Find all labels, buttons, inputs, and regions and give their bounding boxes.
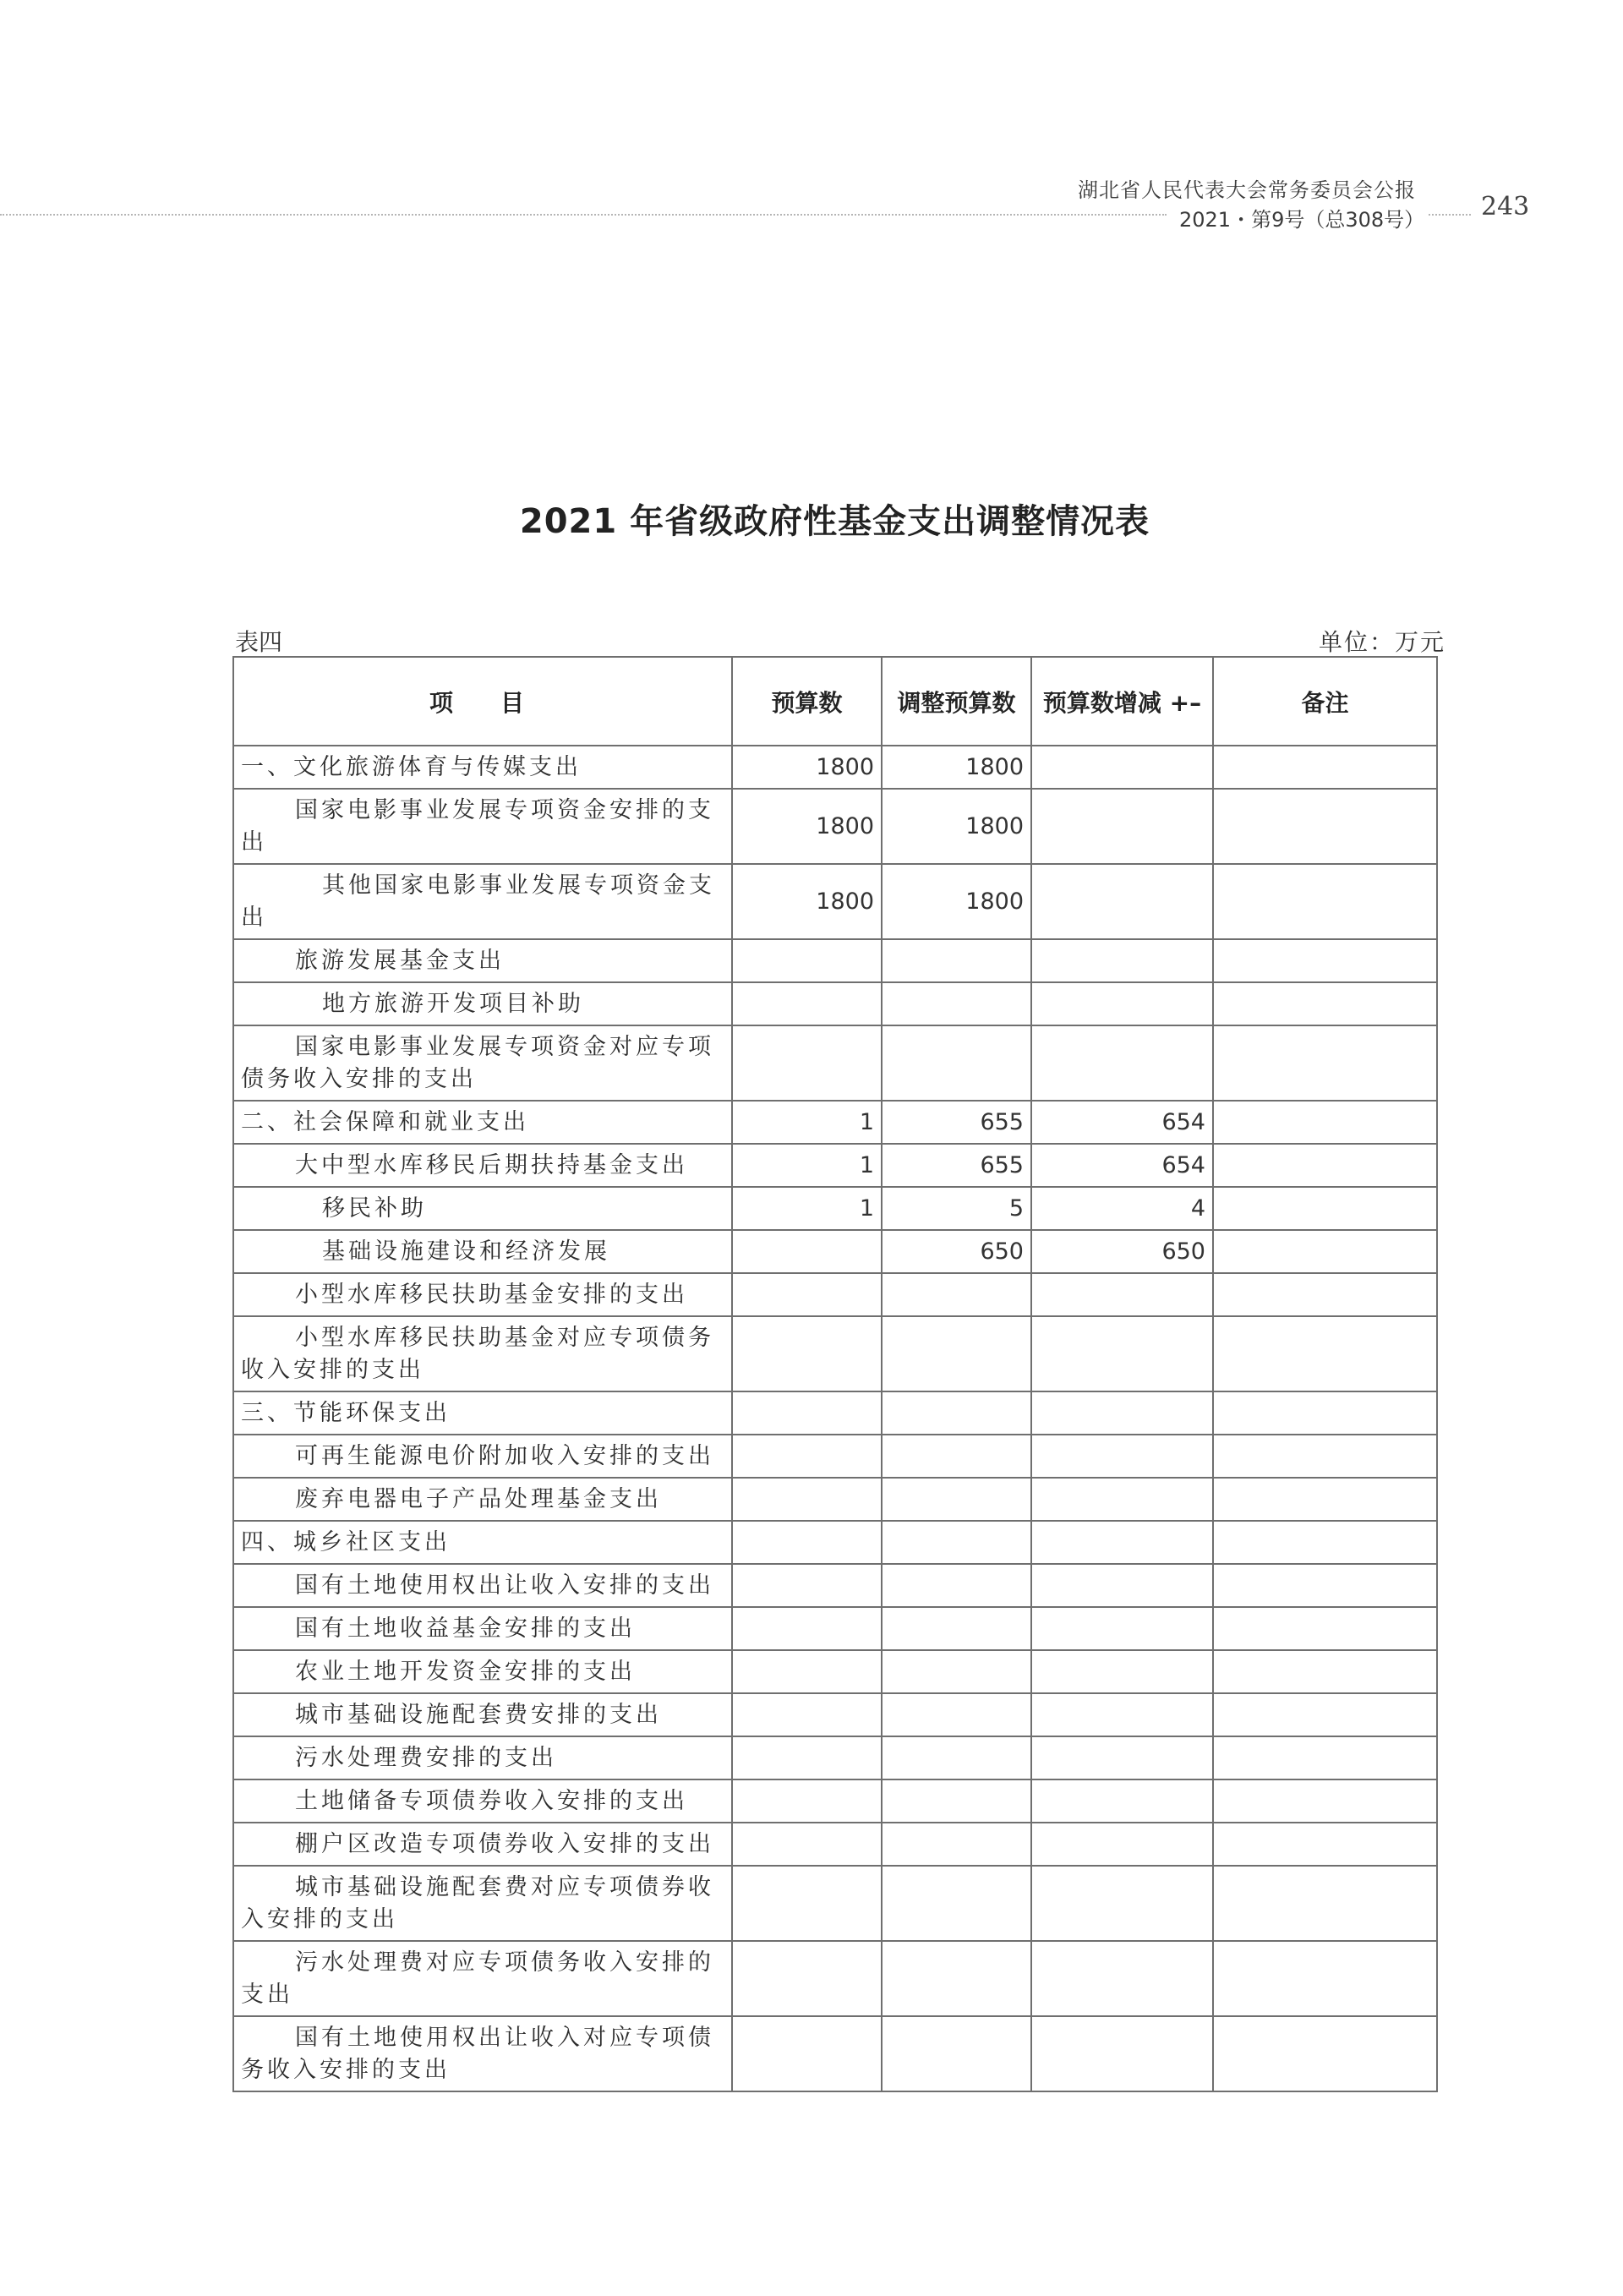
row-item-label: 可再生能源电价附加收入安排的支出 — [233, 1435, 732, 1478]
row-item-label: 城市基础设施配套费安排的支出 — [233, 1693, 732, 1736]
table-body — [233, 746, 1437, 2091]
table-row — [233, 2016, 1437, 2091]
table-row — [233, 1391, 1437, 1435]
table-row — [233, 1521, 1437, 1564]
row-item-label: 小型水库移民扶助基金对应专项债务收入安排的支出 — [233, 1316, 732, 1391]
row-change-value — [1031, 746, 1213, 789]
row-budget-value — [732, 1273, 882, 1316]
column-header-item: 项 目 — [233, 657, 732, 746]
row-change-value — [1031, 2016, 1213, 2091]
row-adjusted-value — [882, 939, 1031, 982]
table-row — [233, 1230, 1437, 1273]
row-note-value — [1213, 1736, 1437, 1779]
row-item-label: 移民补助 — [233, 1187, 732, 1230]
row-change-value — [1031, 1478, 1213, 1521]
table-row — [233, 1025, 1437, 1101]
column-header-budget: 预算数 — [732, 657, 882, 746]
dotted-rule-right — [1429, 214, 1471, 216]
row-change-value — [1031, 1607, 1213, 1650]
row-item-label: 国有土地收益基金安排的支出 — [233, 1607, 732, 1650]
row-note-value — [1213, 1230, 1437, 1273]
row-adjusted-value — [882, 1941, 1031, 2016]
row-adjusted-value — [882, 1823, 1031, 1866]
row-adjusted-value — [882, 1435, 1031, 1478]
row-adjusted-value: 5 — [882, 1187, 1031, 1230]
row-budget-value — [732, 2016, 882, 2091]
row-note-value — [1213, 1187, 1437, 1230]
row-change-value — [1031, 1391, 1213, 1435]
row-note-value — [1213, 1478, 1437, 1521]
row-item-label: 农业土地开发资金安排的支出 — [233, 1650, 732, 1693]
row-change-value: 650 — [1031, 1230, 1213, 1273]
row-item-label: 其他国家电影事业发展专项资金支出 — [233, 864, 732, 939]
row-note-value — [1213, 1521, 1437, 1564]
row-note-value — [1213, 1025, 1437, 1101]
row-note-value — [1213, 789, 1437, 864]
row-change-value: 4 — [1031, 1187, 1213, 1230]
row-adjusted-value — [882, 1316, 1031, 1391]
row-change-value — [1031, 1650, 1213, 1693]
row-budget-value — [732, 1316, 882, 1391]
row-budget-value — [732, 1650, 882, 1693]
table-row — [233, 1607, 1437, 1650]
table-row — [233, 1564, 1437, 1607]
row-adjusted-value: 650 — [882, 1230, 1031, 1273]
column-header-adjusted: 调整预算数 — [882, 657, 1031, 746]
table-row — [233, 1478, 1437, 1521]
row-note-value — [1213, 1435, 1437, 1478]
row-note-value — [1213, 939, 1437, 982]
row-adjusted-value — [882, 1521, 1031, 1564]
row-change-value — [1031, 1779, 1213, 1823]
issue-number: 2021・第9号（总308号） — [1179, 208, 1425, 232]
row-adjusted-value — [882, 1391, 1031, 1435]
row-change-value — [1031, 939, 1213, 982]
dotted-rule-left — [0, 214, 1167, 216]
row-note-value — [1213, 1823, 1437, 1866]
row-item-label: 棚户区改造专项债券收入安排的支出 — [233, 1823, 732, 1866]
row-change-value — [1031, 1435, 1213, 1478]
table-row — [233, 864, 1437, 939]
row-change-value: 654 — [1031, 1144, 1213, 1187]
table-row — [233, 982, 1437, 1025]
table-row — [233, 1650, 1437, 1693]
row-budget-value: 1800 — [732, 864, 882, 939]
table-row — [233, 1736, 1437, 1779]
table-row — [233, 746, 1437, 789]
table-row — [233, 1101, 1437, 1144]
row-adjusted-value: 1800 — [882, 746, 1031, 789]
row-budget-value — [732, 1866, 882, 1941]
row-adjusted-value: 655 — [882, 1144, 1031, 1187]
row-note-value — [1213, 1144, 1437, 1187]
row-change-value — [1031, 789, 1213, 864]
row-change-value — [1031, 1693, 1213, 1736]
row-note-value — [1213, 864, 1437, 939]
table-row — [233, 789, 1437, 864]
row-budget-value — [732, 1230, 882, 1273]
row-adjusted-value — [882, 1607, 1031, 1650]
row-item-label: 小型水库移民扶助基金安排的支出 — [233, 1273, 732, 1316]
row-adjusted-value — [882, 1779, 1031, 1823]
page-number: 243 — [1481, 192, 1530, 221]
row-note-value — [1213, 2016, 1437, 2091]
row-adjusted-value — [882, 1866, 1031, 1941]
row-budget-value: 1800 — [732, 746, 882, 789]
row-change-value — [1031, 1941, 1213, 2016]
table-row — [233, 1316, 1437, 1391]
row-item-label: 污水处理费对应专项债务收入安排的支出 — [233, 1941, 732, 2016]
row-budget-value: 1 — [732, 1101, 882, 1144]
row-budget-value — [732, 1823, 882, 1866]
row-note-value — [1213, 1316, 1437, 1391]
row-budget-value — [732, 1941, 882, 2016]
table-row — [233, 1273, 1437, 1316]
row-note-value — [1213, 746, 1437, 789]
row-item-label: 城市基础设施配套费对应专项债券收入安排的支出 — [233, 1866, 732, 1941]
row-note-value — [1213, 1779, 1437, 1823]
row-item-label: 废弃电器电子产品处理基金支出 — [233, 1478, 732, 1521]
row-budget-value — [732, 1521, 882, 1564]
row-item-label: 国有土地使用权出让收入对应专项债务收入安排的支出 — [233, 2016, 732, 2091]
row-item-label: 基础设施建设和经济发展 — [233, 1230, 732, 1273]
row-adjusted-value: 1800 — [882, 864, 1031, 939]
row-adjusted-value: 655 — [882, 1101, 1031, 1144]
row-adjusted-value: 1800 — [882, 789, 1031, 864]
table-row — [233, 1866, 1437, 1941]
table-row — [233, 1823, 1437, 1866]
row-change-value: 654 — [1031, 1101, 1213, 1144]
row-budget-value — [732, 1607, 882, 1650]
table-label: 表四 — [235, 628, 283, 656]
unit-label: 单位：万元 — [1318, 628, 1445, 656]
row-item-label: 旅游发展基金支出 — [233, 939, 732, 982]
row-adjusted-value — [882, 982, 1031, 1025]
table-row — [233, 1187, 1437, 1230]
row-item-label: 污水处理费安排的支出 — [233, 1736, 732, 1779]
row-budget-value — [732, 1478, 882, 1521]
row-item-label: 四、城乡社区支出 — [233, 1521, 732, 1564]
row-change-value — [1031, 1521, 1213, 1564]
document-title: 2021 年省级政府性基金支出调整情况表 — [519, 502, 1150, 541]
row-note-value — [1213, 1391, 1437, 1435]
row-adjusted-value — [882, 1693, 1031, 1736]
table-row — [233, 1941, 1437, 2016]
row-budget-value: 1 — [732, 1187, 882, 1230]
row-change-value — [1031, 1025, 1213, 1101]
row-change-value — [1031, 1736, 1213, 1779]
table-row — [233, 1779, 1437, 1823]
row-adjusted-value — [882, 1478, 1031, 1521]
row-adjusted-value — [882, 1564, 1031, 1607]
row-budget-value: 1 — [732, 1144, 882, 1187]
row-adjusted-value — [882, 2016, 1031, 2091]
row-budget-value — [732, 1779, 882, 1823]
row-item-label: 国有土地使用权出让收入安排的支出 — [233, 1564, 732, 1607]
row-item-label: 二、社会保障和就业支出 — [233, 1101, 732, 1144]
row-note-value — [1213, 1101, 1437, 1144]
column-header-note: 备注 — [1213, 657, 1437, 746]
table-row — [233, 1144, 1437, 1187]
row-budget-value — [732, 1564, 882, 1607]
table-row — [233, 1435, 1437, 1478]
row-item-label: 地方旅游开发项目补助 — [233, 982, 732, 1025]
row-budget-value — [732, 1391, 882, 1435]
table-row — [233, 939, 1437, 982]
row-budget-value — [732, 1693, 882, 1736]
row-note-value — [1213, 1941, 1437, 2016]
row-change-value — [1031, 864, 1213, 939]
row-adjusted-value — [882, 1025, 1031, 1101]
row-item-label: 一、文化旅游体育与传媒支出 — [233, 746, 732, 789]
row-change-value — [1031, 1273, 1213, 1316]
table-header-row — [233, 657, 1437, 746]
row-change-value — [1031, 1866, 1213, 1941]
fund-expenditure-table — [232, 656, 1438, 2092]
row-item-label: 国家电影事业发展专项资金安排的支出 — [233, 789, 732, 864]
row-item-label: 大中型水库移民后期扶持基金支出 — [233, 1144, 732, 1187]
row-note-value — [1213, 1693, 1437, 1736]
row-note-value — [1213, 982, 1437, 1025]
row-item-label: 国家电影事业发展专项资金对应专项债务收入安排的支出 — [233, 1025, 732, 1101]
row-budget-value — [732, 939, 882, 982]
row-budget-value — [732, 1435, 882, 1478]
row-change-value — [1031, 1823, 1213, 1866]
row-note-value — [1213, 1273, 1437, 1316]
publication-name: 湖北省人民代表大会常务委员会公报 — [1078, 178, 1416, 202]
row-budget-value — [732, 1025, 882, 1101]
row-budget-value — [732, 982, 882, 1025]
row-note-value — [1213, 1866, 1437, 1941]
row-budget-value: 1800 — [732, 789, 882, 864]
row-adjusted-value — [882, 1273, 1031, 1316]
row-adjusted-value — [882, 1650, 1031, 1693]
row-note-value — [1213, 1650, 1437, 1693]
row-item-label: 土地储备专项债券收入安排的支出 — [233, 1779, 732, 1823]
table-row — [233, 1693, 1437, 1736]
row-adjusted-value — [882, 1736, 1031, 1779]
row-change-value — [1031, 982, 1213, 1025]
row-note-value — [1213, 1564, 1437, 1607]
row-note-value — [1213, 1607, 1437, 1650]
column-header-change: 预算数增减 +– — [1031, 657, 1213, 746]
row-item-label: 三、节能环保支出 — [233, 1391, 732, 1435]
row-budget-value — [732, 1736, 882, 1779]
row-change-value — [1031, 1316, 1213, 1391]
row-change-value — [1031, 1564, 1213, 1607]
